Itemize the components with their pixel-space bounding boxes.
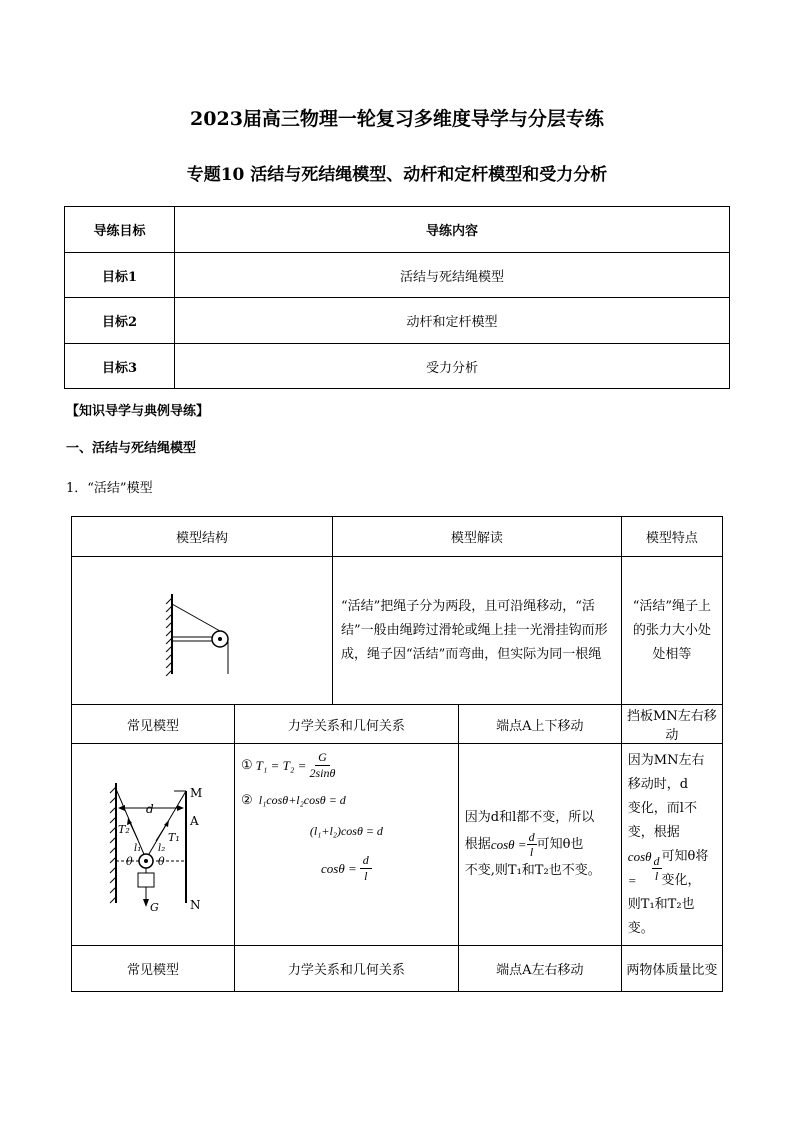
pulley-diagram-cell [72,557,333,705]
label-a: A [190,813,199,828]
move-mn-line: 因为MN左右移动时，d [627,752,705,792]
row3-header-mass-ratio: 两物体质量比变 [621,946,722,992]
relations-cell [235,744,459,946]
fraction-numerator: d [653,854,660,868]
interpretation-text: “活结”把绳子分为两段，且可沿绳移动，“活结”一般由绳跨过滑轮或绳上挂一光滑挂钩而形成，绳子因“活结”而弯曲，但实际为同一根绳 [332,557,621,705]
goals-header-label: 导练目标 [65,207,175,253]
fraction-numerator: G [315,750,330,766]
label-l2: l₂ [158,842,166,854]
label-t2: T₂ [118,822,130,836]
goal-label: 目标2 [65,298,175,344]
section-heading: 【知识导学与典例导练】 [66,404,210,419]
formula-1-prefix: ① [241,758,253,773]
move-mn-fraction [652,854,662,883]
row3-header-model: 常见模型 [72,946,235,992]
label-m: M [190,785,203,800]
move-a-cell [458,744,621,946]
label-g: G [150,900,159,914]
fraction-numerator: d [360,853,372,869]
fraction-denominator: l [654,869,659,883]
label-t1: T₁ [168,830,180,844]
row3-header-move-a: 端点A左右移动 [458,946,621,992]
move-mn-line: 则T₁和T₂也变。 [627,896,695,936]
section-title: 一、活结与死结绳模型 [66,441,197,456]
formula-geometry [241,793,452,808]
formula-2: l₁cosθ+l₂cosθ = d [258,793,346,807]
header-structure: 模型结构 [72,517,333,557]
goals-header-content: 导练内容 [175,207,730,253]
formula-2-prefix: ② [241,793,253,808]
fraction-denominator: l [529,845,534,859]
item-title: 1．“活结”模型 [66,481,153,496]
move-a-text: 可知θ也 [536,836,584,852]
row3-header-relations: 力学关系和几何关系 [235,946,459,992]
move-a-text: 根据 [464,836,491,852]
move-mn-cell [621,744,722,946]
move-mn-formula-line [628,845,716,893]
fraction-d-over-l [360,853,372,884]
move-a-formula-line [465,830,615,859]
formula-tension [241,750,452,781]
move-a-fraction [527,830,537,859]
goal-content: 动杆和定杆模型 [175,298,730,344]
label-l1: l₁ [134,842,142,854]
move-a-line: 不变,则T₁和T₂也不变。 [464,863,601,878]
formula-1: T₁ = T₂ = [255,757,307,773]
row-header-move-mn: 挡板MN左右移动 [621,705,722,744]
goal-content: 活结与死结绳模型 [175,253,730,298]
hanging-weight-diagram [78,753,228,933]
page-subtitle: 专题10 活结与死结绳模型、动杆和定杆模型和受力分析 [186,165,608,185]
goal-label: 目标1 [65,253,175,298]
page-title: 2023届高三物理一轮复习多维度导学与分层专练 [190,108,604,130]
formula-3: (l₁+l₂)cosθ = d [309,824,383,838]
goal-content: 受力分析 [175,344,730,389]
formula-4: cosθ = [321,860,357,876]
label-n: N [190,897,201,912]
header-feature: 模型特点 [621,517,722,557]
move-mn-line: 变化，而l不变，根据 [627,800,697,840]
fraction-g-over-sin [309,750,335,781]
fraction-numerator: d [528,830,535,844]
row-header-model: 常见模型 [72,705,235,744]
hanging-diagram-cell [72,744,235,946]
label-theta-right: θ [158,854,165,868]
label-theta-left: θ [126,854,133,868]
move-mn-text: 可知θ将变化， [661,848,709,888]
header-interpretation: 模型解读 [332,517,621,557]
wall-pulley-diagram [152,574,252,684]
model-table [71,516,723,992]
label-d: d [146,801,154,816]
move-a-line: 因为d和l都不变，所以 [464,810,595,825]
row-header-move-a: 端点A上下移动 [458,705,621,744]
move-mn-cos: cosθ = [627,848,652,888]
formula-cos [241,853,452,884]
fraction-denominator: l [364,869,368,883]
goal-label: 目标3 [65,344,175,389]
row-header-relations: 力学关系和几何关系 [235,705,459,744]
fraction-denominator: 2sinθ [309,766,336,780]
move-a-cos: cosθ = [490,836,527,852]
goals-table [64,206,730,389]
feature-text: “活结”绳子上的张力大小处处相等 [621,557,722,705]
